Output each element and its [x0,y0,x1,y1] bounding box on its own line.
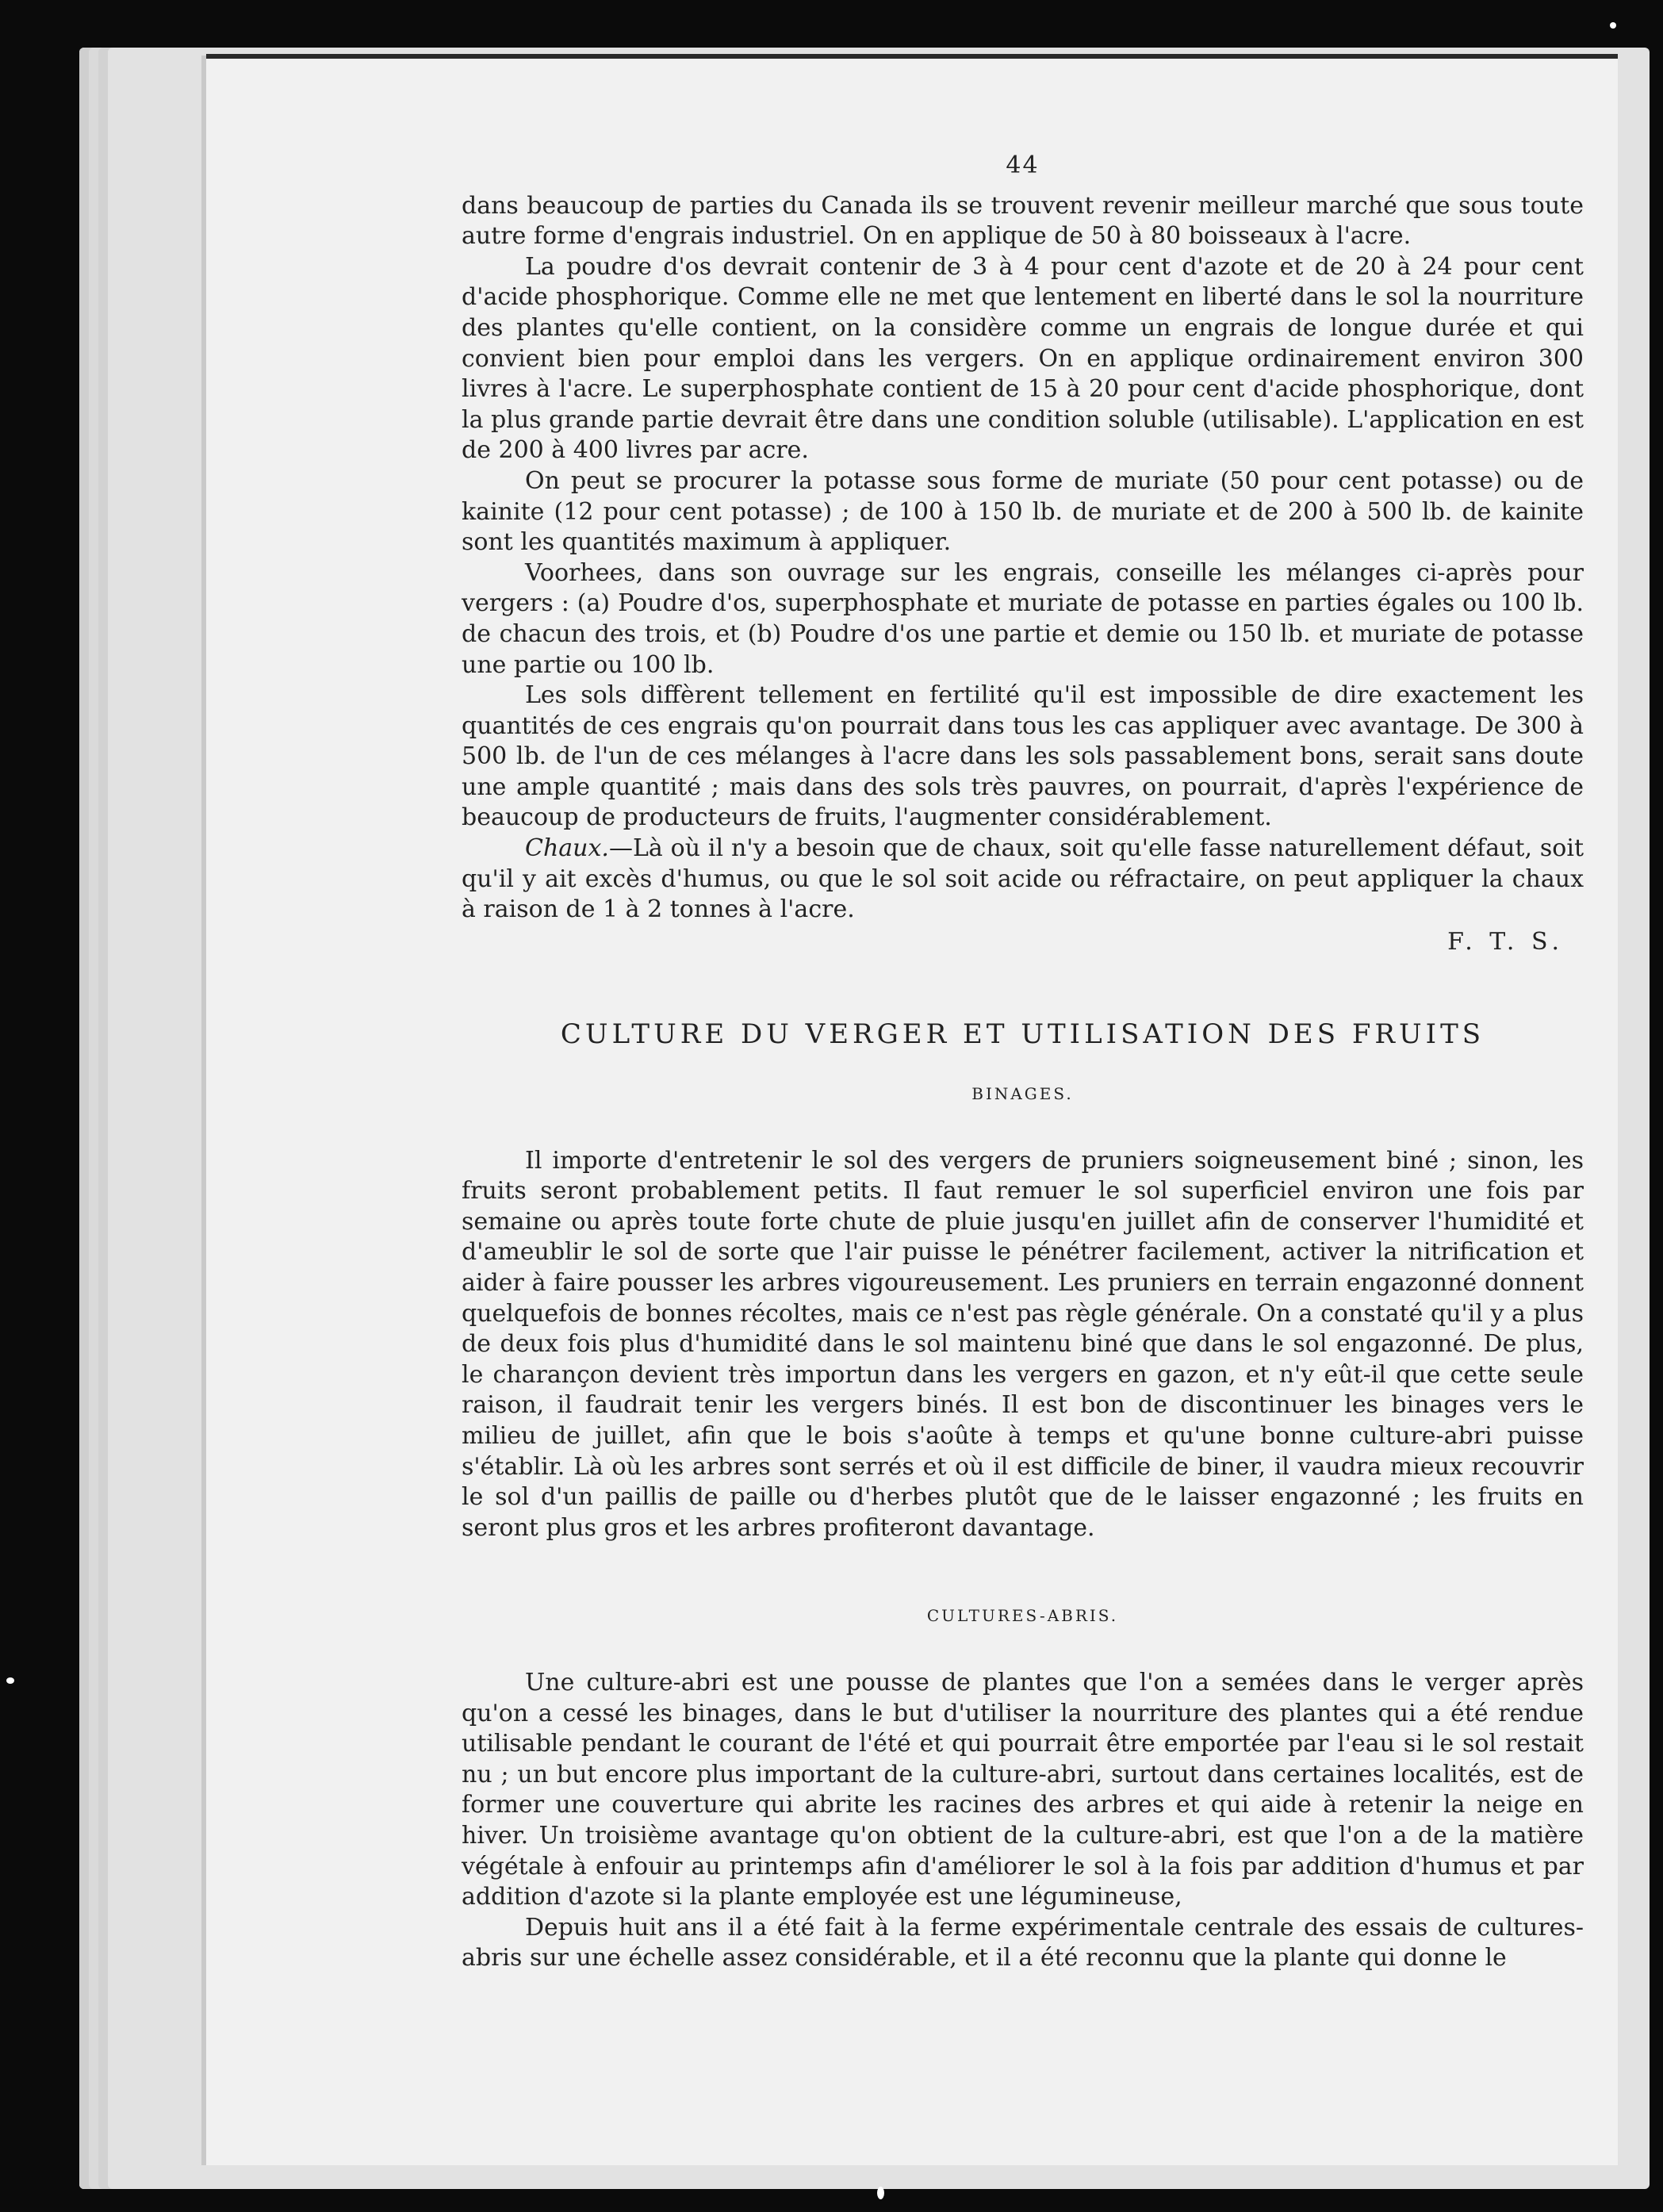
page-top-edge [206,54,1618,59]
chaux-text: —Là où il n'y a besoin que de chaux, soit qu'elle fasse naturellement défaut, soit qu'il y ait excès d'humus, ou que le sol soit acide ou réfractaire, on peut appliquer la chaux à raison de 1 à 2 tonnes à l'acre. [462,834,1584,924]
paragraph: Il importe d'entretenir le sol des vergers de pruniers soigneusement biné ; sinon, les fruits seront probablement petits. Il faut remuer le sol superficiel environ une fois par semaine ou après toute forte chute de pluie jusqu'en juillet afin de conserver l'humidité et d'ameublir le sol de sorte que l'air puisse le pénétrer facilement, activer la nitrification et aider à faire pousser les arbres vigoureusement. Les pruniers en terrain engazonné donnent quelquefois de bonnes récoltes, mais ce n'est pas règle générale. On a constaté qu'il y a plus de deux fois plus d'humidité dans le sol maintenu biné que dans le sol engazonné. De plus, le charançon devient très importun dans les vergers en gazon, et n'y eût-il que cette seule raison, il faudrait tenir les vergers binés. Il est bon de discontinuer les binages vers le milieu de juillet, afin que le bois s'aoûte à temps et qu'une bonne culture-abri puisse s'établir. Là où les arbres sont serrés et où il est difficile de biner, il vaudra mieux recouvrir le sol d'un paillis de paille ou d'herbes plutôt que de le laisser engazonné ; les fruits en seront plus gros et les arbres profiteront davantage. [462,1146,1584,1542]
signature: F. T. S. [1447,927,1564,956]
paragraph: Depuis huit ans il a été fait à la ferme expérimentale centrale des essais de cultures-abris sur une échelle assez considérable, et il a été reconnu que la plante qui donne le [462,1913,1584,1972]
paragraph: Les sols diffèrent tellement en fertilité qu'il est impossible de dire exactement les quantités de ces engrais qu'on pourrait dans tous les cas appliquer avec avantage. De 300 à 500 lb. de l'un de ces mélanges à l'acre dans les sols passablement bons, serait sans doute une ample quantité ; mais dans des sols très pauvres, on pourrait, d'après l'expérience de beaucoup de producteurs de fruits, l'augmenter considérablement. [462,681,1584,832]
paragraph: La poudre d'os devrait contenir de 3 à 4 pour cent d'azote et de 20 à 24 pour cent d'acide phosphorique. Comme elle ne met que lentement en liberté dans le sol la nourriture des plantes qu'elle contient, on la considère comme un engrais de longue durée et qui convient bien pour emploi dans les vergers. On en applique ordinairement environ 300 livres à l'acre. Le superphosphate contient de 15 à 20 pour cent d'acide phosphorique, dont la plus grande partie devrait être dans une condition soluble (utilisable). L'application en est de 200 à 400 livres par acre. [462,252,1584,465]
page-number: 44 [1006,151,1040,179]
paragraph: On peut se procurer la potasse sous forme de muriate (50 pour cent potasse) ou de kainite (12 pour cent potasse) ; de 100 à 150 lb. de muriate et de 200 à 500 lb. de kainite sont les quantités maximum à appliquer. [462,466,1584,557]
paragraph: dans beaucoup de parties du Canada ils se trouvent revenir meilleur marché que sous toute autre forme d'engrais industriel. On en applique de 50 à 80 boisseaux à l'acre. [462,191,1584,251]
scan-speck [877,2187,884,2199]
main-heading: CULTURE DU VERGER ET UTILISATION DES FRUITS [560,1018,1485,1051]
paragraph: Une culture-abri est une pousse de plantes que l'on a semées dans le verger après qu'on a cessé les binages, dans le but d'utiliser la nourriture des plantes qui a été rendue utilisable pendant le courant de l'été et qui pourrait être emportée par l'eau si le sol restait nu ; un but encore plus important de la culture-abri, surtout dans certaines localités, est de former une couverture qui abrite les racines des arbres et qui aide à retenir la neige en hiver. Un troisième avantage qu'on obtient de la culture-abri, est que l'on a de la matière végétale à enfouir au printemps afin d'améliorer le sol à la fois par addition d'humus et par addition d'azote si la plante employée est une légumineuse, [462,1668,1584,1911]
chaux-label: Chaux. [525,834,609,863]
section-heading-cultures-abris: CULTURES-ABRIS. [926,1606,1119,1626]
section-heading-binages: BINAGES. [971,1084,1074,1104]
page-content [462,151,1584,1974]
scan-speck [6,1677,14,1684]
paragraph-chaux [462,834,1584,926]
paragraph: Voorhees, dans son ouvrage sur les engrais, conseille les mélanges ci-après pour vergers : (a) Poudre d'os, superphosphate et muriate de potasse en parties égales ou 100 lb. de chacun des trois, et (b) Poudre d'os une partie et demie ou 150 lb. et muriate de potasse une partie ou 100 lb. [462,558,1584,679]
scan-speck [1610,22,1616,29]
